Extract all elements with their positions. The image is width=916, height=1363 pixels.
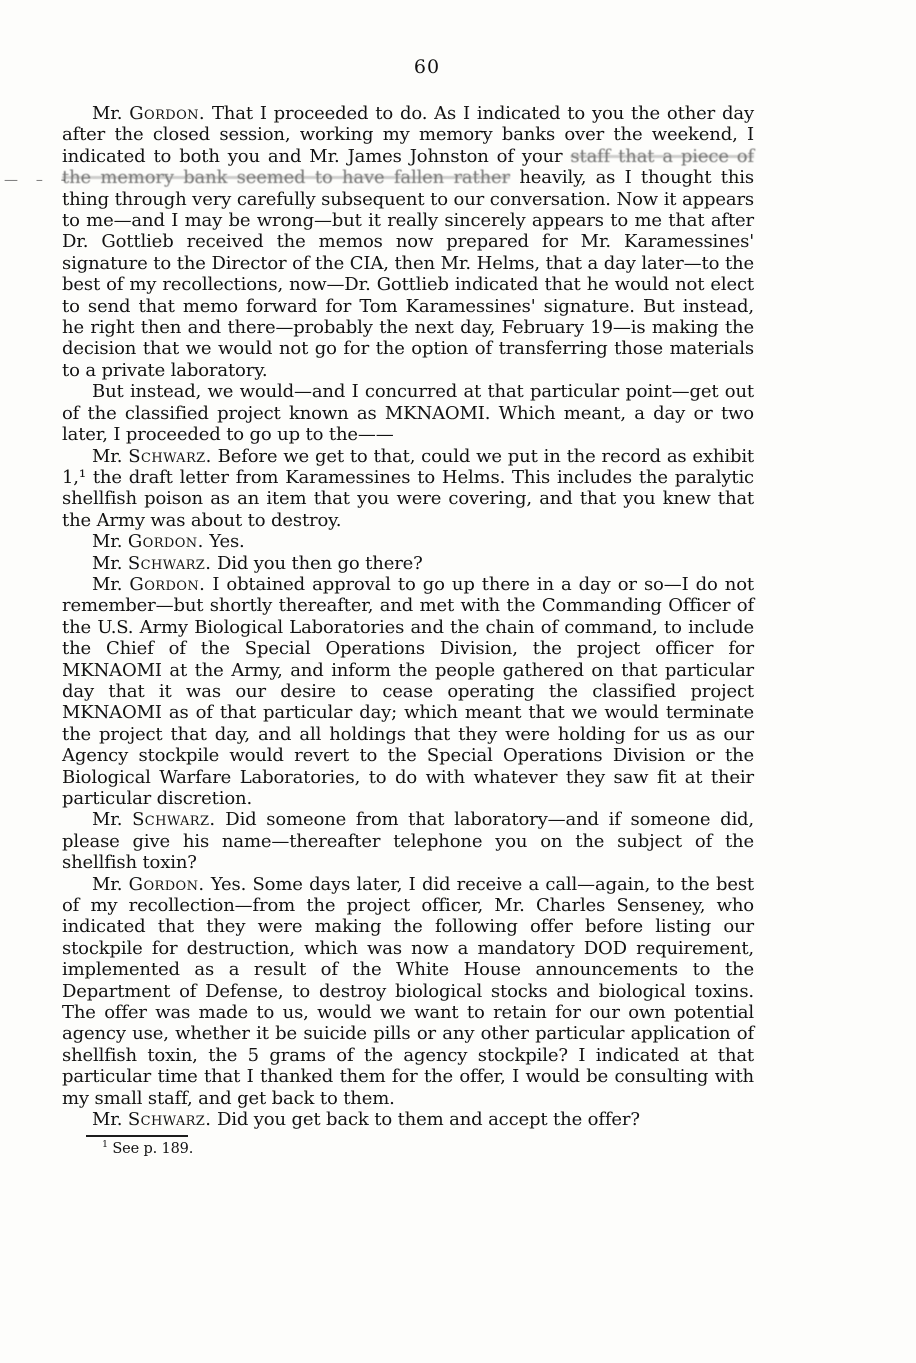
footnote-block (62, 1135, 754, 1158)
speaker-name: Mr. Schwarz. (92, 809, 216, 831)
transcript-paragraph (62, 574, 754, 809)
transcript-paragraph (62, 1109, 754, 1130)
footnote-text: See p. 189. (112, 1140, 194, 1157)
transcript-paragraph (62, 446, 754, 532)
speaker-name: Mr. Gordon. (92, 873, 205, 895)
transcript-paragraph (62, 553, 754, 574)
degraded-print-text: staff that a piece of the memory bank seemed to have fallen rather (62, 145, 755, 189)
text-segment: heavily, as I thought this thing through very carefully subsequent to our conversation. Now it appears to me—and I may be wrong—but it really sincerely appears to me that after Dr. Gottlieb received the memos now prepared for Mr. Karamessines' signature to the Director of the CIA, then Mr. Helms, that a day later—to the best of my recollections, now—Dr. Gottlieb indicated that he would not elect to send that memo forward for Tom Karamessines' signature. But instead, he right then and there—probably the next day, February 19—is making the decision that we would not go for the option of transferring those materials to a private laboratory. (62, 167, 755, 381)
speaker-name: Mr. Schwarz. (92, 552, 212, 574)
speaker-name: Mr. Gordon. (92, 573, 206, 595)
transcript-paragraph (62, 874, 754, 1109)
text-segment: But instead, we would—and I concurred at that particular point—get out of the classified project known as MKNAOMI. Which meant, a day or two later, I proceeded to go up to the—— (62, 381, 754, 446)
speaker-name: Mr. Schwarz. (92, 445, 212, 467)
transcript-paragraph (62, 809, 754, 873)
page-number: 60 (413, 56, 441, 78)
speaker-name: Mr. Schwarz. (92, 1109, 212, 1131)
text-segment: Did someone from that laboratory—and if someone did, please give his name—thereafter telephone you on the subject of the shellfish toxin? (62, 809, 754, 874)
transcript-paragraph (62, 103, 754, 381)
text-segment: Before we get to that, could we put in the record as exhibit 1,¹ the draft letter from Karamessines to Helms. This includes the paralytic shellfish poison as an item that you were covering, and that you knew that the Army was about to destroy. (62, 445, 755, 531)
text-segment: Yes. (209, 531, 245, 553)
text-segment: Did you get back to them and accept the offer? (216, 1109, 640, 1131)
transcript-paragraph (62, 381, 754, 445)
text-segment: I obtained approval to go up there in a day or so—I do not remember—but shortly thereafter, and met with the Commanding Officer of the U.S. Army Biological Laboratories and the chain of command, to include the Chief of the Special Operations Division, the project officer for MKNAOMI at the Army, and inform the people gathered on that particular day that it was our desire to cease operating the classified project MKNAOMI as of that particular day; which meant that we would terminate the project that day, and all holdings that they were holding for us as our Agency stockpile would revert to the Special Operations Division or the Biological Warfare Laboratories, to do with whatever they saw fit at their particular discretion. (62, 573, 754, 809)
transcript (62, 103, 754, 1158)
footnote-rule (86, 1135, 188, 1137)
transcript-body (62, 103, 754, 1131)
margin-pencil-marks: — – - (4, 174, 69, 186)
footnote (62, 1138, 754, 1158)
speaker-name: Mr. Gordon. (92, 103, 206, 124)
text-segment: Yes. Some days later, I did receive a call—again, to the best of my recollection—from the project officer, Mr. Charles Senseney, who indicated that they were making the following offer before listing our stockpile for destruction, which was now a mandatory DOD requirement, implemented as a result of the White House announcements to the Department of Defense, to destroy biological stocks and biological toxins. The offer was made to us, would we want to retain for our own potential agency use, whether it be suicide pills or any other particular application of shellfish toxin, the 5 grams of the agency stockpile? I indicated at that particular time that I thanked them for the offer, I would be consulting with my small staff, and get back to them. (62, 873, 755, 1109)
text-segment: Did you then go there? (216, 552, 423, 574)
transcript-paragraph (62, 531, 754, 552)
speaker-name: Mr. Gordon. (92, 531, 204, 553)
footnote-marker: 1 (102, 1138, 108, 1150)
text-segment: That I proceeded to do. As I indicated to you the other day after the closed session, working my memory banks over the weekend, I indicated to both you and Mr. James Johnston of your (62, 103, 754, 167)
